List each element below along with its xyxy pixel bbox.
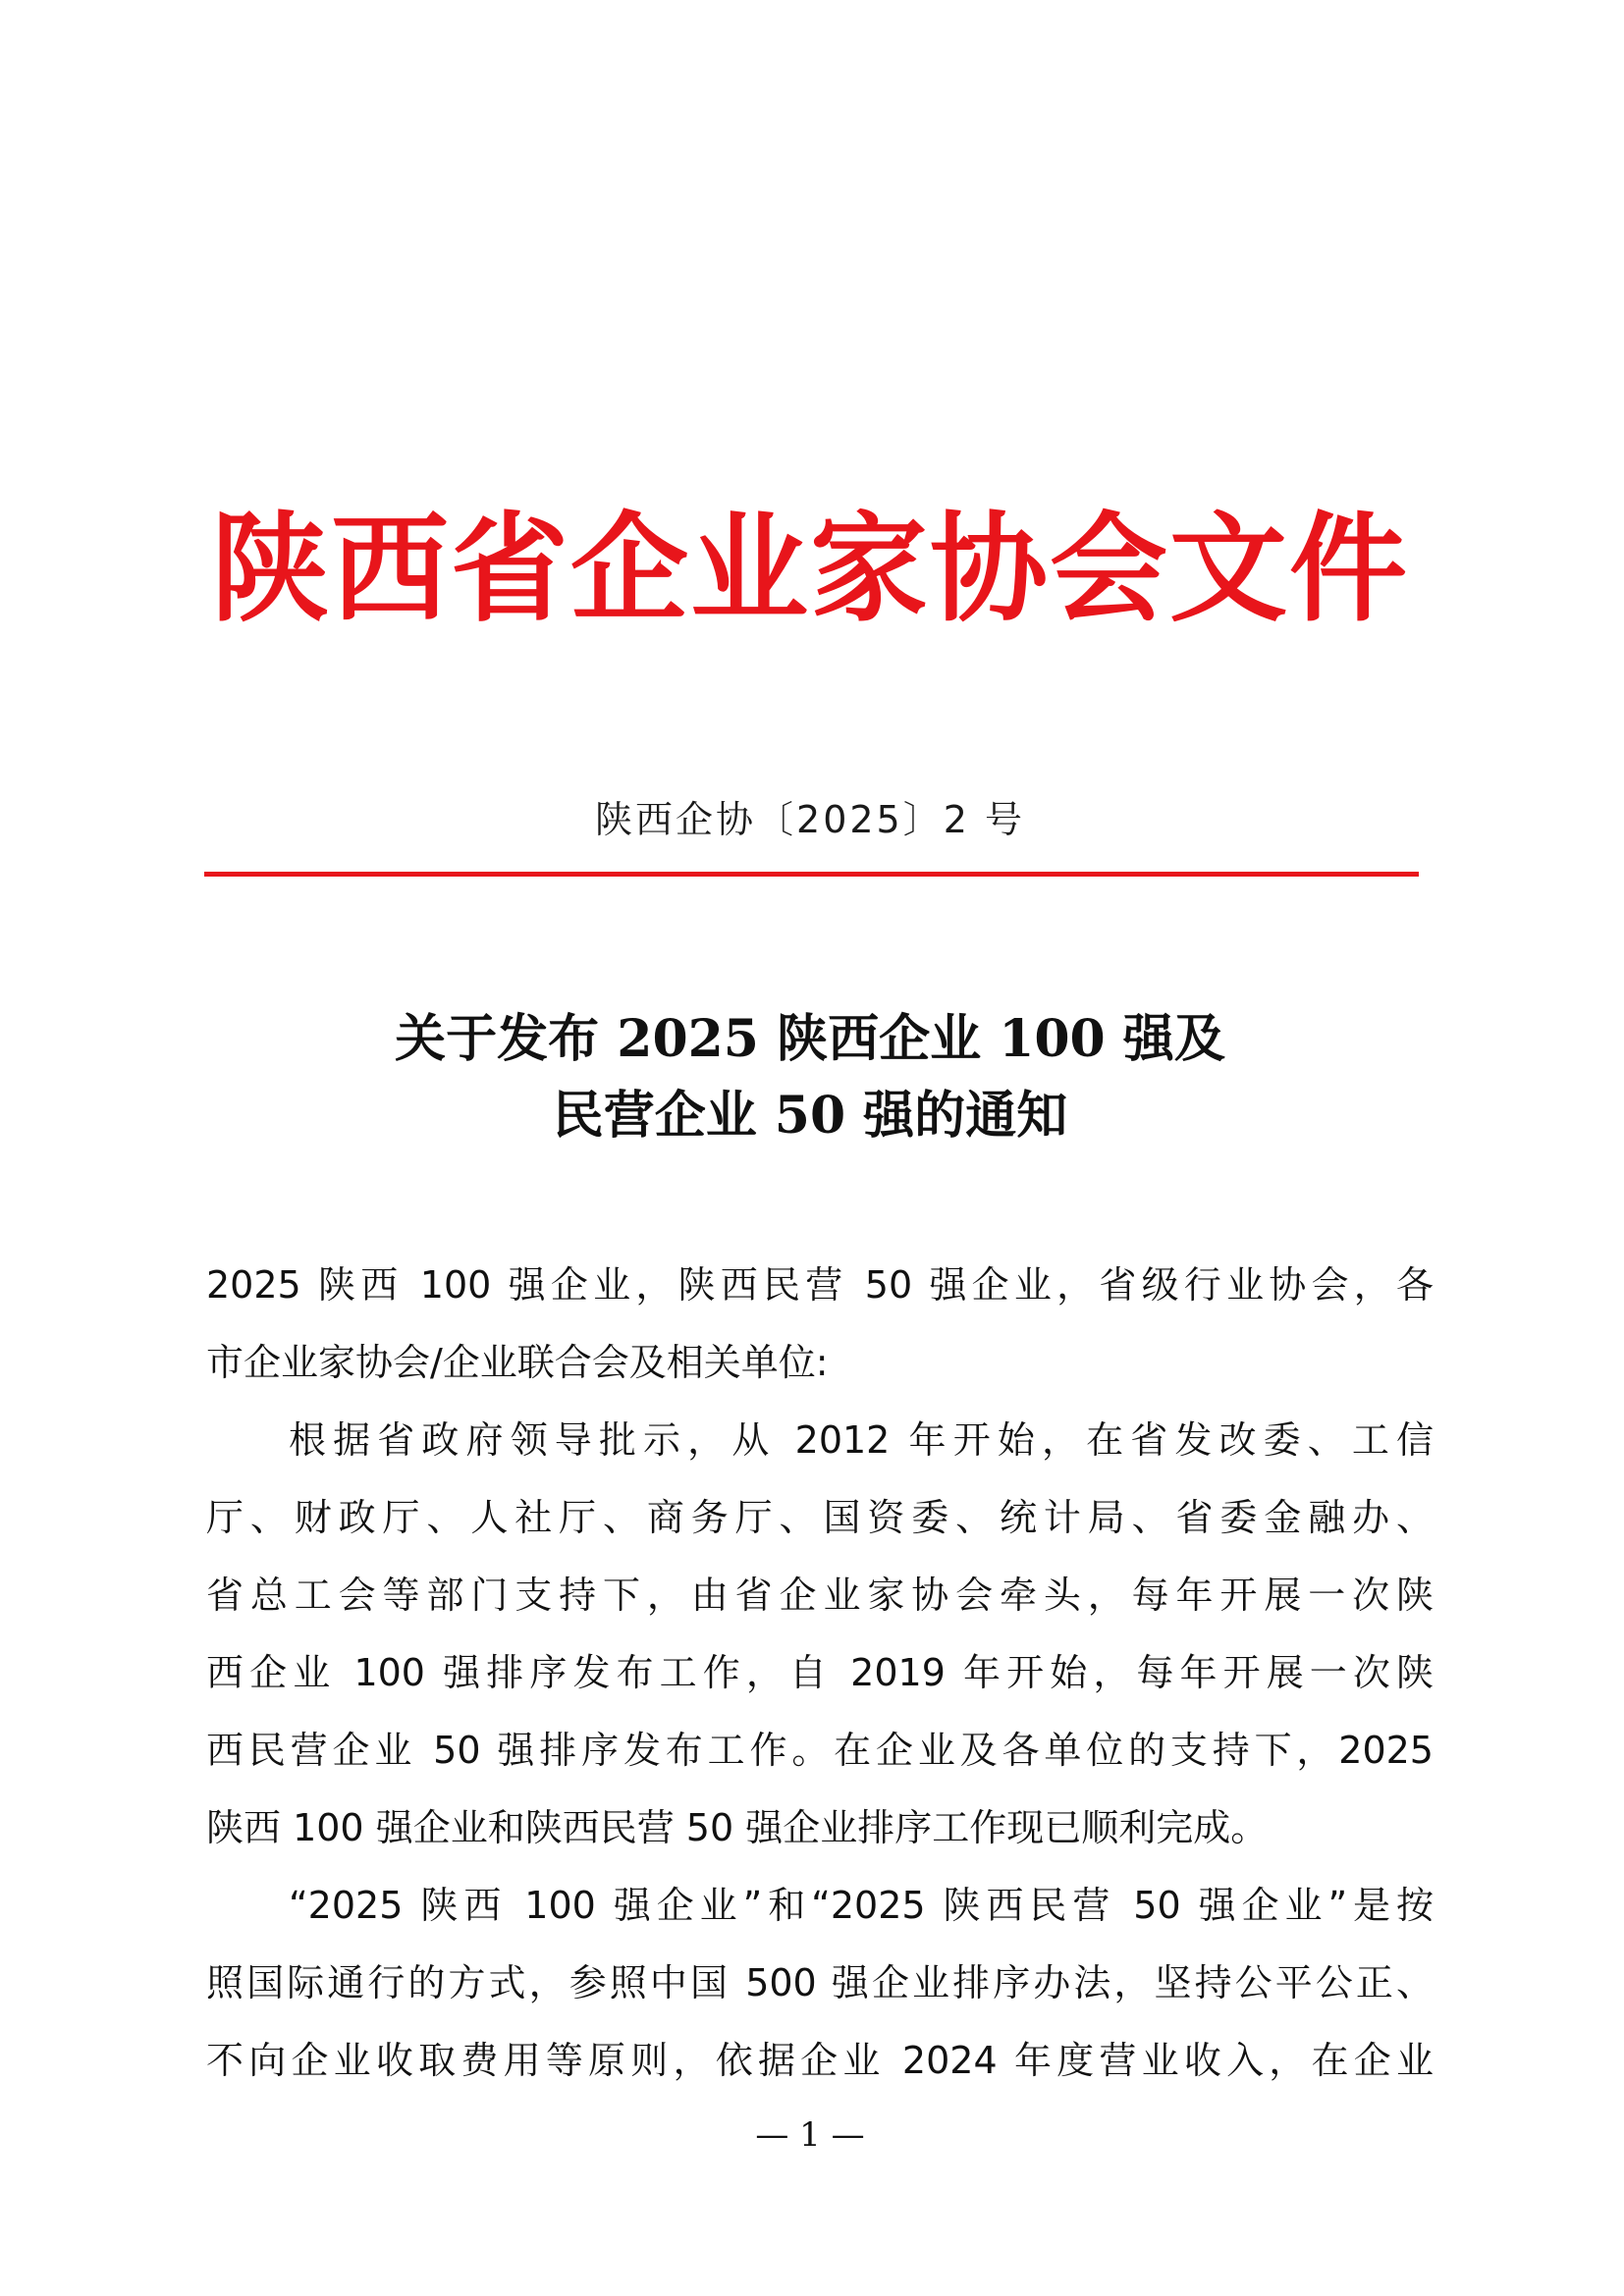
page-number: — 1 — [755,2115,865,2155]
body-line: 陕西 100 强企业和陕西民营 50 强企业排序工作现已顺利完成。 [206,1806,1269,1849]
issuing-org-header: 陕西省企业家协会文件 [211,500,1409,638]
red-separator-line [204,872,1419,877]
body-line: 不向企业收取费用等原则，依据企业 2024 年度营业收入，在企业 [206,2039,1434,2082]
body-line: 照国际通行的方式，参照中国 500 强企业排序办法，坚持公平公正、 [206,1961,1434,2004]
body-line: “2025 陕西 100 强企业”和“2025 陕西民营 50 强企业”是按 [289,1884,1434,1927]
notice-title-line-1: 关于发布 2025 陕西企业 100 强及 [395,1009,1225,1069]
body-line: 市企业家协会/企业联合会及相关单位: [206,1341,829,1384]
notice-body [206,1247,1434,2100]
body-line: 西民营企业 50 强排序发布工作。在企业及各单位的支持下，2025 [206,1729,1434,1772]
body-line: 省总工会等部门支持下，由省企业家协会牵头，每年开展一次陕 [206,1574,1434,1617]
notice-title-line-2: 民营企业 50 强的通知 [552,1086,1068,1146]
body-line: 2025 陕西 100 强企业，陕西民营 50 强企业，省级行业协会，各 [206,1263,1434,1307]
body-line: 厅、财政厅、人社厅、商务厅、国资委、统计局、省委金融办、 [206,1496,1434,1539]
body-line: 西企业 100 强排序发布工作，自 2019 年开始，每年开展一次陕 [206,1651,1434,1694]
notice-title [196,1001,1424,1154]
document-number: 陕西企协〔2025〕2 号 [595,798,1025,841]
body-line: 根据省政府领导批示，从 2012 年开始，在省发改委、工信 [289,1418,1434,1462]
